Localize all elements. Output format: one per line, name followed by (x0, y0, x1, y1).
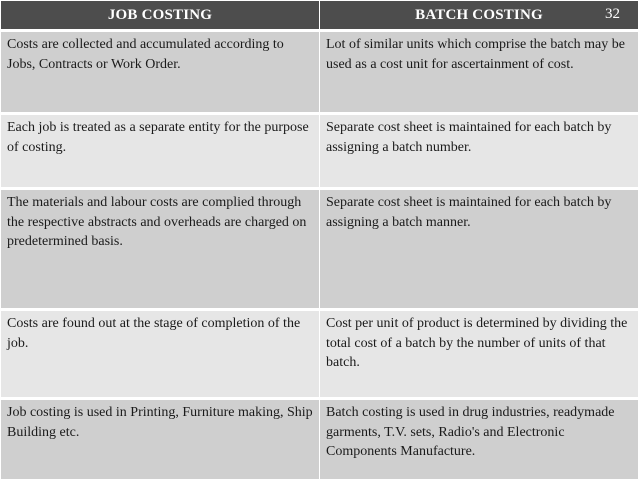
job-cell: Job costing is used in Printing, Furniture making, Ship Building etc. (1, 399, 320, 479)
table-row (1, 399, 638, 479)
batch-cell: Cost per unit of product is determined by dividing the total cost of a batch by the number of units of that batch. (320, 310, 638, 399)
job-cell: Each job is treated as a separate entity for the purpose of costing. (1, 114, 320, 189)
header-job-costing: JOB COSTING (1, 1, 320, 31)
job-cell: Costs are collected and accumulated according to Jobs, Contracts or Work Order. (1, 31, 320, 114)
table-row (1, 189, 638, 310)
slide-number: 32 (605, 6, 620, 22)
table-row (1, 31, 638, 114)
batch-cell: Separate cost sheet is maintained for each batch by assigning a batch number. (320, 114, 638, 189)
table-row (1, 310, 638, 399)
batch-cell: Separate cost sheet is maintained for each batch by assigning a batch manner. (320, 189, 638, 310)
table-header-row (1, 1, 638, 31)
job-cell: The materials and labour costs are complied through the respective abstracts and overheads are charged on predetermined basis. (1, 189, 320, 310)
table-row (1, 114, 638, 189)
job-cell: Costs are found out at the stage of completion of the job. (1, 310, 320, 399)
header-batch-costing: BATCH COSTING (320, 1, 638, 31)
batch-cell: Batch costing is used in drug industries, readymade garments, T.V. sets, Radio's and Electronic Components Manufacture. (320, 399, 638, 479)
batch-cell: Lot of similar units which comprise the batch may be used as a cost unit for ascertainment of cost. (320, 31, 638, 114)
